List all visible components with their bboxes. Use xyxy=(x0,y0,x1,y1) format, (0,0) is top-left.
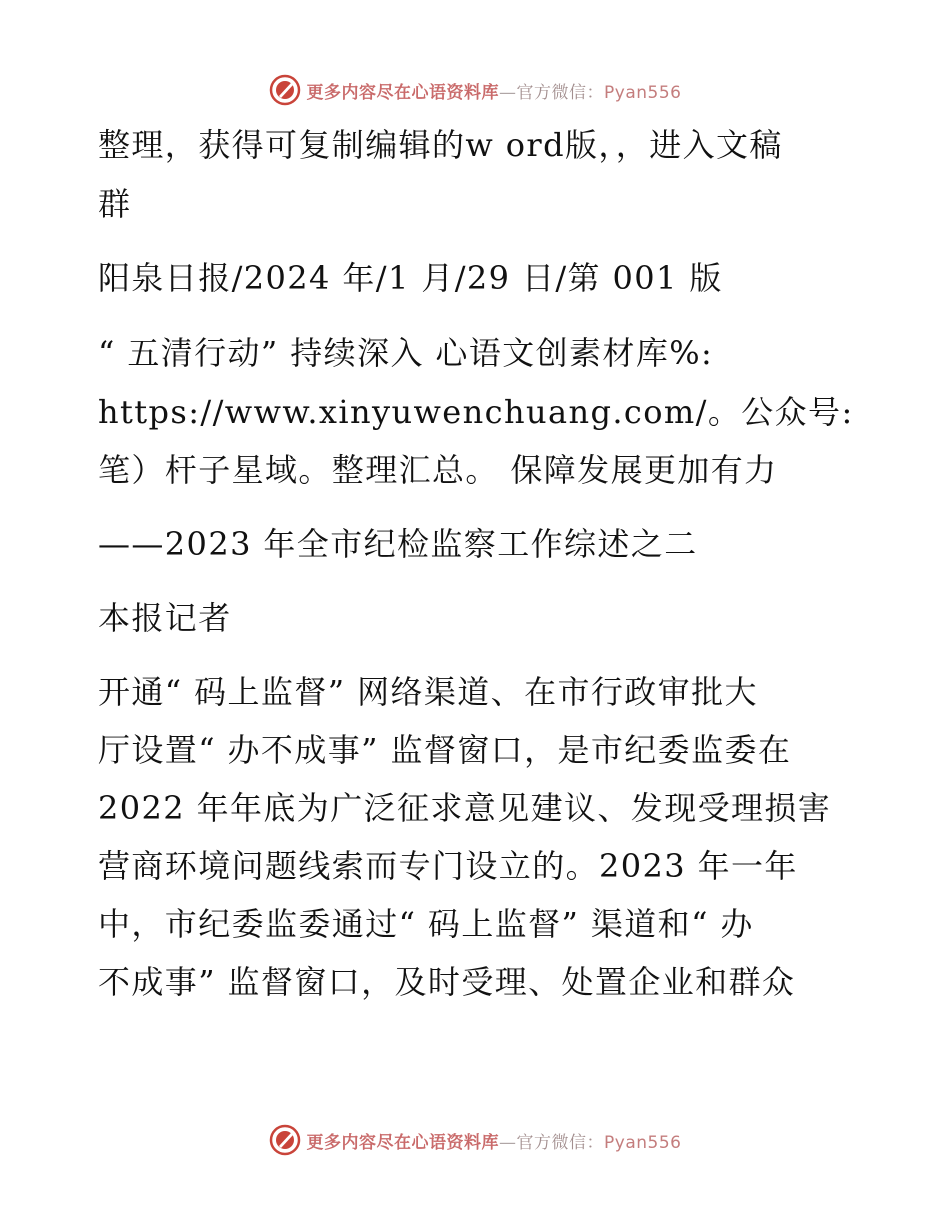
watermark-wechat-id: Pyan556 xyxy=(604,1132,682,1153)
watermark-text xyxy=(307,78,682,103)
text-line: 笔）杆子星域。整理汇总。 保障发展更加有力 xyxy=(98,451,778,489)
watermark-text xyxy=(307,1128,682,1153)
paragraph-line: 厅设置“ 办不成事” 监督窗口，是市纪委监委在 xyxy=(98,731,792,769)
paragraph-line: 开通“ 码上监督” 网络渠道、在市行政审批大 xyxy=(98,673,758,711)
byline: 本报记者 xyxy=(98,599,232,637)
paragraph-line: 2022 年年底为广泛征求意见建议、发现受理损害 xyxy=(98,789,832,827)
footer-watermark xyxy=(0,1122,950,1158)
text-line: 整理，获得可复制编辑的w ord版，，进入文稿 xyxy=(98,126,783,164)
subtitle-line: ——2023 年全市纪检监察工作综述之二 xyxy=(98,525,698,563)
watermark-separator: — xyxy=(499,1132,517,1153)
watermark-main: 更多内容尽在心语资料库 xyxy=(306,82,500,103)
paragraph-line: 不成事” 监督窗口，及时受理、处置企业和群众 xyxy=(98,963,796,1001)
seal-pen-logo-icon xyxy=(269,74,301,106)
header-watermark xyxy=(0,72,950,108)
text-line: 群 xyxy=(98,185,132,223)
paragraph-line: 营商环境问题线索而专门设立的。2023 年一年 xyxy=(98,847,798,885)
paragraph-line: 中，市纪委监委通过“ 码上监督” 渠道和“ 办 xyxy=(98,905,754,943)
publication-line: 阳泉日报/2024 年/1 月/29 日/第 001 版 xyxy=(98,259,723,297)
watermark-separator: — xyxy=(499,82,517,103)
seal-pen-logo-icon xyxy=(269,1124,301,1156)
watermark-wechat-label: 官方微信： xyxy=(516,1132,605,1153)
headline-line: “ 五清行动” 持续深入 心语文创素材库%: xyxy=(98,334,714,372)
text-line: https://www.xinyuwenchuang.com/。公众号: xyxy=(98,393,854,431)
watermark-wechat-label: 官方微信： xyxy=(516,82,605,103)
watermark-main: 更多内容尽在心语资料库 xyxy=(306,1132,500,1153)
watermark-wechat-id: Pyan556 xyxy=(604,82,682,103)
